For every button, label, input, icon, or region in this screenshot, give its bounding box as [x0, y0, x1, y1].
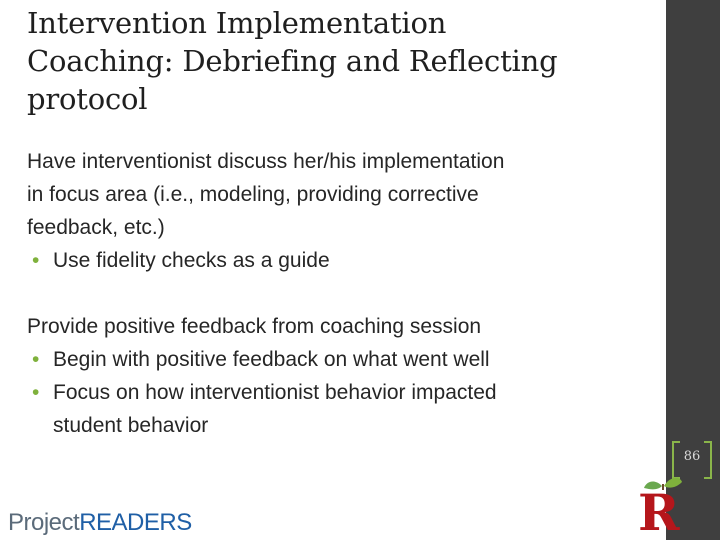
bullet-dot: • [32, 249, 40, 272]
bullet-item [27, 376, 647, 442]
page-number-text: 86 [683, 449, 701, 464]
bullet-dot: • [32, 348, 40, 371]
project-readers-r-logo [636, 472, 688, 532]
bullet-text: Use fidelity checks as a guide [53, 249, 330, 272]
brand-part-1: Project [8, 509, 80, 536]
section-1-paragraph [27, 145, 647, 244]
bullet-text-line-1: Focus on how interventionist behavior impacted [53, 381, 497, 404]
bullet-dot: • [32, 381, 40, 404]
section-1-line-1: Have interventionist discuss her/his implementation [27, 150, 505, 173]
bullet-text-line-2: student behavior [53, 414, 209, 437]
title-line-2: Coaching: Debriefing and Reflecting [27, 44, 558, 78]
title-line-1: Intervention Implementation [27, 6, 447, 40]
logo-letter: R [638, 483, 680, 532]
bullet-item [27, 244, 647, 277]
project-readers-logo-text [8, 508, 192, 538]
brand-part-2: READERS [79, 509, 192, 536]
slide-body [27, 145, 647, 442]
title-line-3: protocol [27, 82, 148, 116]
section-1-line-3: feedback, etc.) [27, 216, 165, 239]
bullet-text: Begin with positive feedback on what went well [53, 348, 490, 371]
section-2-paragraph [27, 310, 647, 343]
slide-title [27, 4, 657, 118]
section-1-line-2: in focus area (i.e., modeling, providing corrective [27, 183, 479, 206]
section-2-line-1: Provide positive feedback from coaching session [27, 315, 482, 338]
bullet-item [27, 343, 647, 376]
